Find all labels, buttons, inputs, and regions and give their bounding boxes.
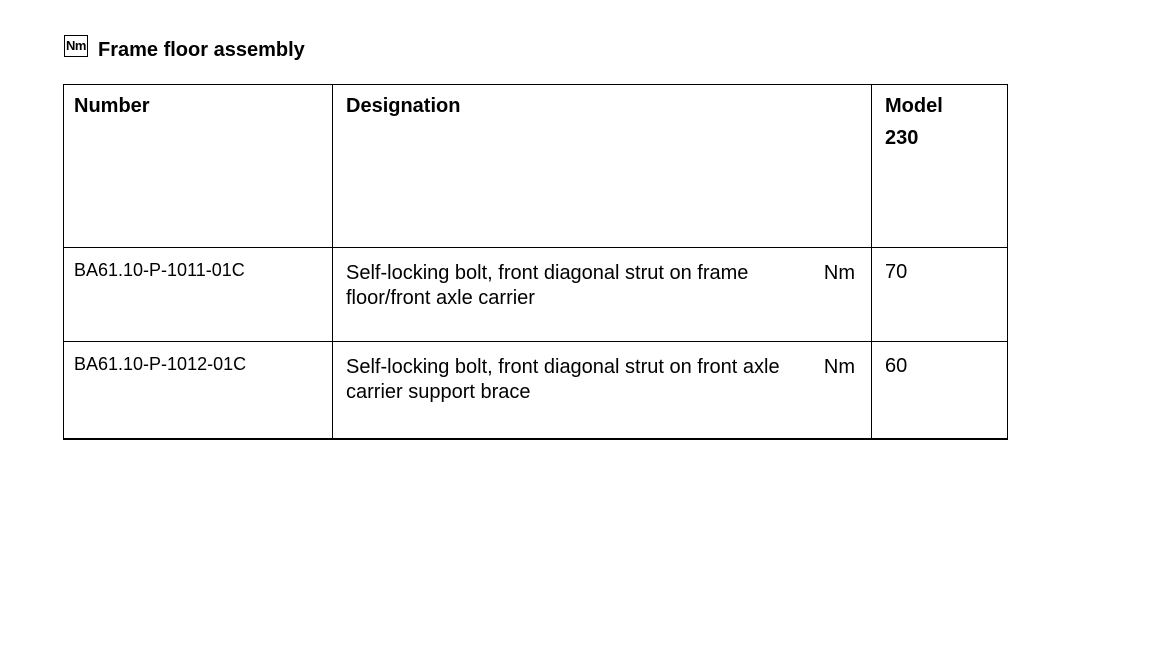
row-number-cell: BA61.10-P-1011-01C <box>64 248 333 342</box>
table-row <box>64 342 1008 439</box>
torque-nm-icon: Nm <box>64 35 88 57</box>
row-value-cell: 60 <box>872 342 1008 439</box>
unit-label: Nm <box>823 262 855 284</box>
model-label: Model <box>885 95 943 117</box>
column-header-designation: Designation <box>333 85 872 248</box>
unit-label: Nm <box>823 356 855 378</box>
designation-text: Self-locking bolt, front diagonal strut on front axle carrier support brace <box>346 356 780 403</box>
model-variant: 230 <box>885 127 919 149</box>
page-title: Frame floor assembly <box>98 38 305 61</box>
column-header-model <box>872 85 1008 248</box>
designation-text: Self-locking bolt, front diagonal strut on frame floor/front axle carrier <box>346 262 749 309</box>
row-designation-cell <box>333 248 872 342</box>
document-heading <box>64 36 305 64</box>
torque-spec-table <box>63 84 1008 440</box>
table-row <box>64 248 1008 342</box>
row-value-cell: 70 <box>872 248 1008 342</box>
row-number-cell: BA61.10-P-1012-01C <box>64 342 333 439</box>
column-header-number: Number <box>64 85 333 248</box>
table-header-row <box>64 85 1008 248</box>
row-designation-cell <box>333 342 872 439</box>
